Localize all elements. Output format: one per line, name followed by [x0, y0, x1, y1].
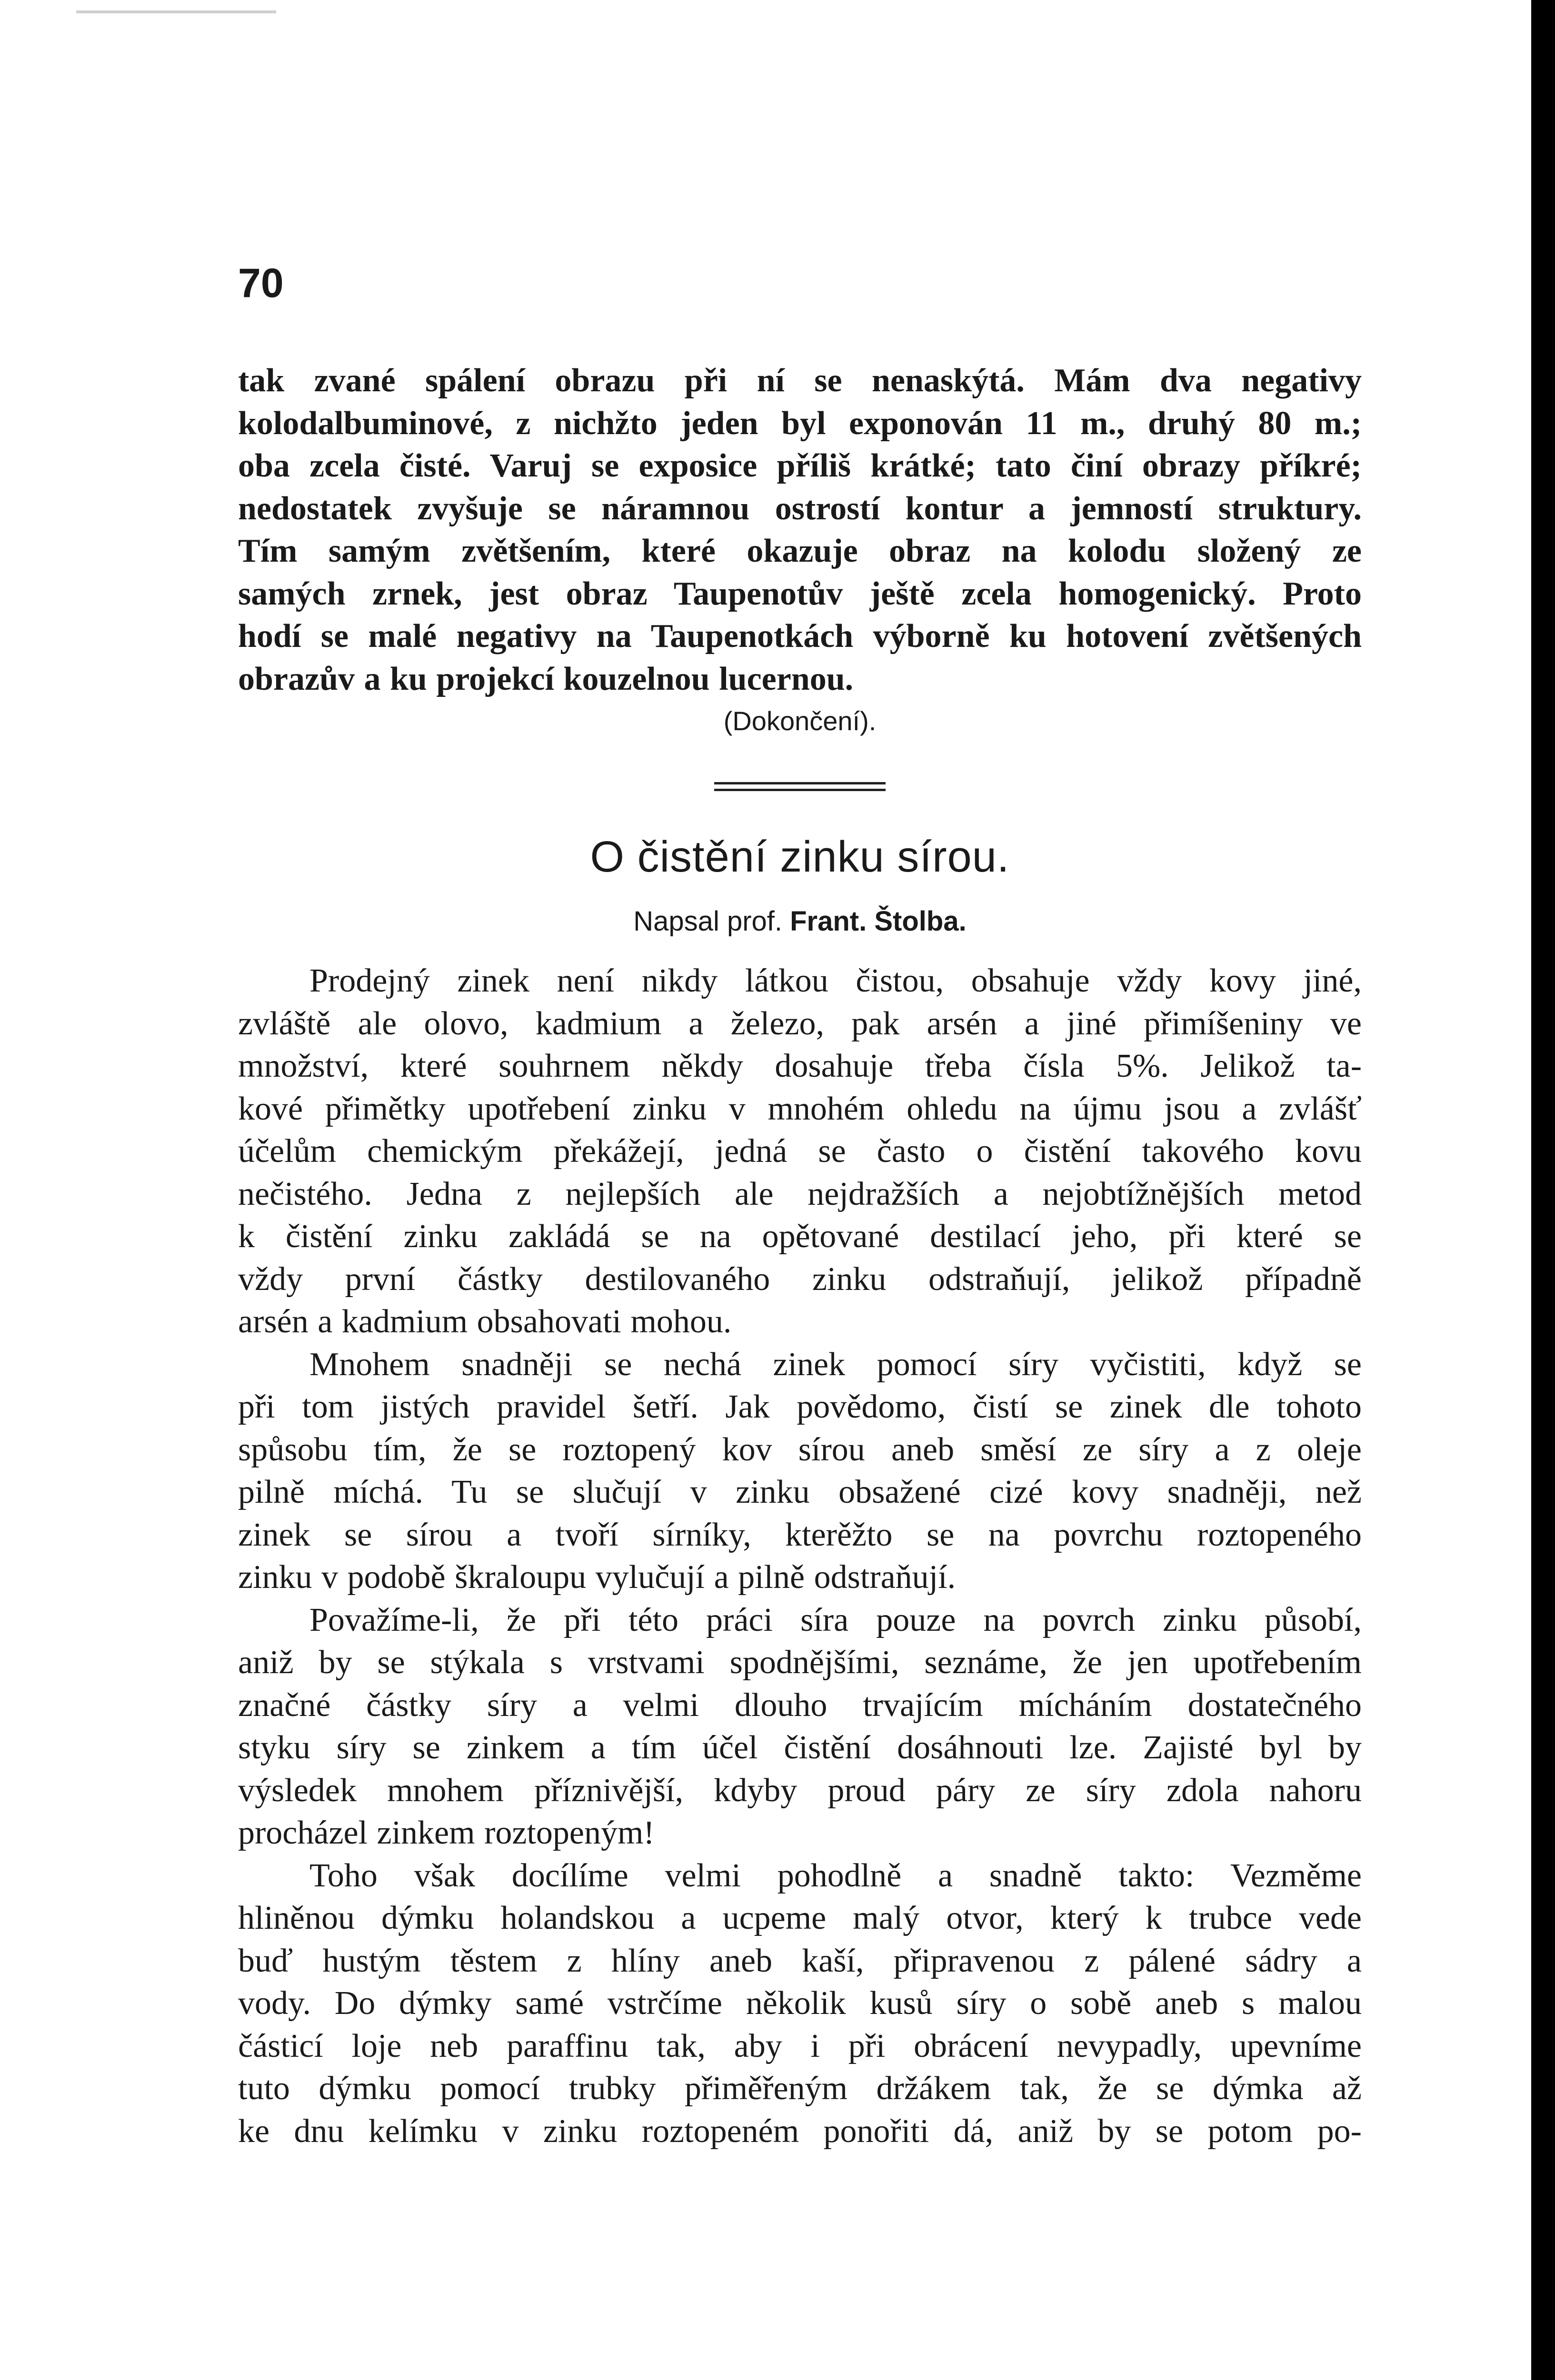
text-line: k čistění zinku zakládá se na opětované destilací jeho, při které se	[238, 1218, 1362, 1255]
paragraph-1	[238, 960, 1362, 1343]
text-line: arsén a kadmium obsahovati mohou.	[238, 1303, 732, 1340]
text-line: Toho však docílíme velmi pohodlně a snadně takto: Vezměme	[309, 1857, 1362, 1894]
text-line: spůsobu tím, že se roztopený kov sírou aneb směsí ze síry a z oleje	[238, 1431, 1362, 1468]
paragraph-4	[238, 1854, 1362, 2153]
text-line: pilně míchá. Tu se slučují v zinku obsažené cizé kovy snadněji, než	[238, 1474, 1362, 1510]
scan-border	[1531, 0, 1555, 2380]
paragraph-2	[238, 1343, 1362, 1599]
article-byline	[238, 902, 1362, 941]
text-line: nečistého. Jedna z nejlepších ale nejdražších a nejobtížnějších metod	[238, 1175, 1362, 1212]
text-line: výsledek mnohem příznivější, kdyby proud páry ze síry zdola nahoru	[238, 1772, 1362, 1809]
text-line: vody. Do dýmky samé vstrčíme několik kusů síry o sobě aneb s malou	[238, 1985, 1362, 2022]
intro-line: kolodalbuminové, z nichžto jeden byl exponován 11 m., druhý 80 m.;	[238, 405, 1362, 442]
text-line: hliněnou dýmku holandskou a ucpeme malý otvor, který k trubce vede	[238, 1900, 1362, 1936]
paragraph-3	[238, 1599, 1362, 1854]
text-line: účelům chemickým překážejí, jedná se často o čistění takového kovu	[238, 1133, 1362, 1170]
end-note: (Dokončení).	[723, 706, 877, 736]
text-line: množství, které souhrnem někdy dosahuje třeba čísla 5%. Jelikož ta-	[238, 1048, 1362, 1084]
intro-line: obrazův a ku projekcí kouzelnou lucernou.	[238, 660, 854, 697]
text-line: zinku v podobě škraloupu vylučují a pilně odstraňují.	[238, 1559, 956, 1596]
intro-line: nedostatek zvyšuje se náramnou ostrostí kontur a jemností struktury.	[238, 490, 1362, 527]
text-line: ke dnu kelímku v zinku roztopeném ponořiti dá, aniž by se potom po-	[238, 2112, 1362, 2150]
text-line: tuto dýmku pomocí trubky přiměřeným držákem tak, že se dýmka až	[238, 2070, 1362, 2107]
text-line: Prodejný zinek není nikdy látkou čistou, obsahuje vždy kovy jiné,	[309, 962, 1362, 999]
byline-prefix: Napsal prof.	[633, 906, 782, 937]
byline-author: Frant. Štolba.	[790, 906, 967, 937]
text-line: částicí loje neb paraffinu tak, aby i při obrácení nevypadly, upevníme	[238, 2027, 1362, 2064]
text-line: kové přimětky upotřebení zinku v mnohém ohledu na újmu jsou a zvlášť	[238, 1090, 1362, 1127]
intro-line: hodí se malé negativy na Taupenotkách výborně ku hotovení zvětšených	[238, 618, 1362, 654]
text-line: buď hustým těstem z hlíny aneb kaší, připravenou z pálené sádry a	[238, 1942, 1362, 1979]
book-page	[238, 259, 1362, 2152]
text-line: styku síry se zinkem a tím účel čistění dosáhnouti lze. Zajisté byl by	[238, 1729, 1362, 1766]
text-line: zvláště ale olovo, kadmium a železo, pak arsén a jiné přimíšeniny ve	[238, 1005, 1362, 1042]
article-title: O čistění zinku sírou.	[590, 833, 1010, 881]
text-line: aniž by se stýkala s vrstvami spodnějšími, seznáme, že jen upotřebením	[238, 1644, 1362, 1681]
divider-rule	[714, 789, 886, 791]
intro-line: tak zvané spálení obrazu při ní se nenaskýtá. Mám dva negativy	[238, 362, 1362, 399]
divider-rule	[714, 782, 886, 784]
text-line: Považíme-li, že při této práci síra pouze na povrch zinku působí,	[309, 1601, 1362, 1638]
intro-line: oba zcela čisté. Varuj se exposice příliš krátké; tato činí obrazy příkré;	[238, 447, 1362, 484]
page-number: 70	[238, 260, 284, 306]
text-line: Mnohem snadněji se nechá zinek pomocí síry vyčistiti, když se	[309, 1346, 1362, 1383]
section-divider	[714, 782, 886, 791]
text-line: značné částky síry a velmi dlouho trvajícím mícháním dostatečného	[238, 1686, 1362, 1724]
scan-edge-mark	[76, 10, 276, 13]
intro-continuation	[238, 359, 1362, 700]
intro-line: Tím samým zvětšením, které okazuje obraz na kolodu složený ze	[238, 533, 1362, 569]
text-line: při tom jistých pravidel šetří. Jak povědomo, čistí se zinek dle tohoto	[238, 1388, 1362, 1425]
text-line: vždy první částky destilovaného zinku odstraňují, jelikož případně	[238, 1260, 1362, 1298]
text-line: zinek se sírou a tvoří sírníky, kterěžto se na povrchu roztopeného	[238, 1516, 1362, 1553]
text-line: procházel zinkem roztopeným!	[238, 1815, 655, 1851]
intro-line: samých zrnek, jest obraz Taupenotův ještě zcela homogenický. Proto	[238, 575, 1362, 612]
